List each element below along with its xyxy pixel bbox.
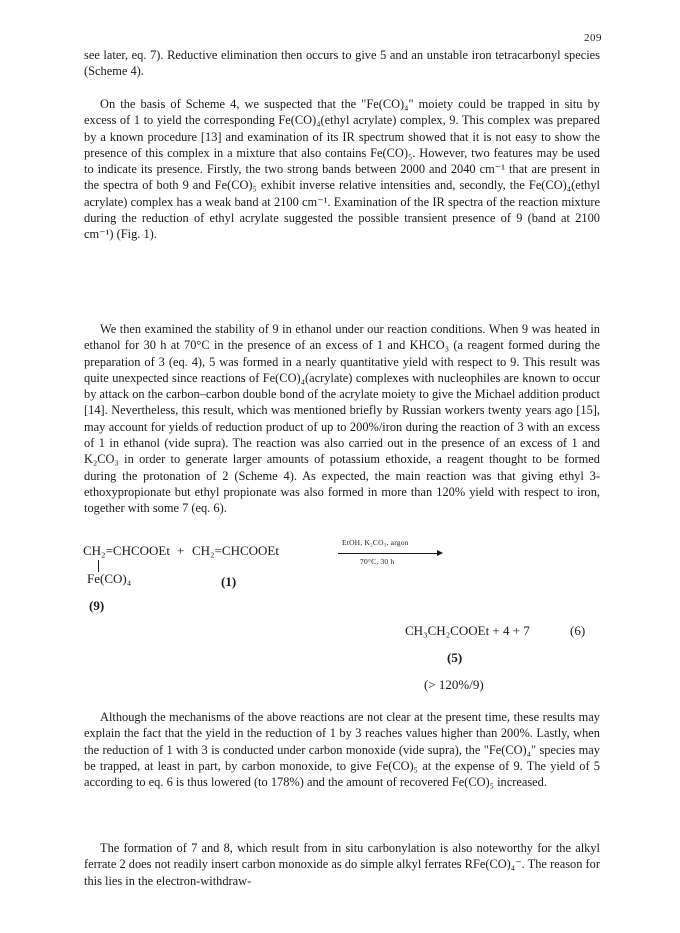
plus-sign: + xyxy=(177,543,185,558)
compound-9-label: (9) xyxy=(89,598,105,613)
arrow-head xyxy=(437,550,443,556)
paragraph-3: We then examined the stability of 9 in ethanol under our reaction conditions. When 9 was heated in ethanol for 30 h at 70°C in the presence of an excess of 1 and KHCO₃ (a reagent formed during the preparation of 3 (eq. 4), 5 was formed in a nearly quantitative yield with respect to 9. This result was quite unexpected since reactions of Fe(CO)₄(acrylate) complexes with nucleophiles are known to occur by attack on the carbon–carbon double bond of the acrylate moiety to give the Michael addition product [14]. Nevertheless, this result, which was mentioned briefly by Russian workers twenty years ago [15], may account for yields of reduction product of up to 200%/iron during the reaction of 3 with an excess of 1 in ethanol (vide supra). The reaction was also carried out in the presence of an excess of 1 and K₂CO₃ in order to generate larger amounts of potassium ethoxide, a reagent thought to be formed during the protonation of 2 (Scheme 4). As expected, the main reaction was that giving ethyl 3-ethoxypropionate but ethyl propionate was also formed in more than 120% yield with respect to iron, together with some 7 (eq. 6). xyxy=(84,322,600,516)
fe-co4-label: Fe(CO)₄ xyxy=(87,571,132,586)
paragraph-5: The formation of 7 and 8, which result from in situ carbonylation is also noteworthy for the alkyl ferrate 2 does not readily insert carbon monoxide as do simple alkyl ferrates RFe(CO)₄⁻. The reason for this lies in the electron-withdraw- xyxy=(84,841,600,888)
paragraph-2: On the basis of Scheme 4, we suspected that the "Fe(CO)₄" moiety could be trapped in situ by excess of 1 to yield the corresponding Fe(CO)₄(ethyl acrylate) complex, 9. This complex was prepared by a known procedure [13] and examination of its IR spectrum showed that it is not easy to show the presence of this complex in a mixture that also contains Fe(CO)₅. However, two features may be used to indicate its presence. Firstly, the two strong bands between 2000 and 2040 cm⁻¹ that are present in the spectra of both 9 and Fe(CO)₅ exhibit inverse relative intensities and, secondly, the Fe(CO)₄(ethyl acrylate) complex has a weak band at 2100 cm⁻¹. Examination of the IR spectra of the reaction mixture during the reduction of ethyl acrylate suggested the possible transient presence of 9 (band at 2100 cm⁻¹) (Fig. 1). xyxy=(84,97,600,242)
compound-1-label: (1) xyxy=(221,574,237,589)
page-number: 209 xyxy=(584,32,602,44)
products: CH₃CH₂COOEt + 4 + 7 xyxy=(405,623,530,638)
compound-5-label: (5) xyxy=(447,650,463,665)
yield-note: (> 120%/9) xyxy=(424,677,484,692)
reactant-1: CH₂=CHCOOEt xyxy=(83,543,170,558)
conditions-bottom: 70°C, 30 h xyxy=(360,557,395,566)
paragraph-4: Although the mechanisms of the above reactions are not clear at the present time, these results may explain the fact that the yield in the reduction of 1 by 3 reaches values higher than 200%. Lastly, when the reduction of 1 with 3 is conducted under carbon monoxide (vide supra), the "Fe(CO)₄" species may be trapped, at least in part, by carbon monoxide, to give Fe(CO)₅ at the expense of 9. The yield of 5 according to eq. 6 is thus lowered (to 178%) and the amount of recovered Fe(CO)₅ increased. xyxy=(84,710,600,790)
conditions-top: EtOH, K₂CO₃, argon xyxy=(342,538,409,547)
reactant-2: CH₂=CHCOOEt xyxy=(192,543,279,558)
reaction-arrow xyxy=(338,553,438,554)
paragraph-1: see later, eq. 7). Reductive elimination then occurs to give 5 and an unstable iron tetracarbonyl species (Scheme 4). xyxy=(84,48,600,79)
equation-number: (6) xyxy=(570,623,586,638)
